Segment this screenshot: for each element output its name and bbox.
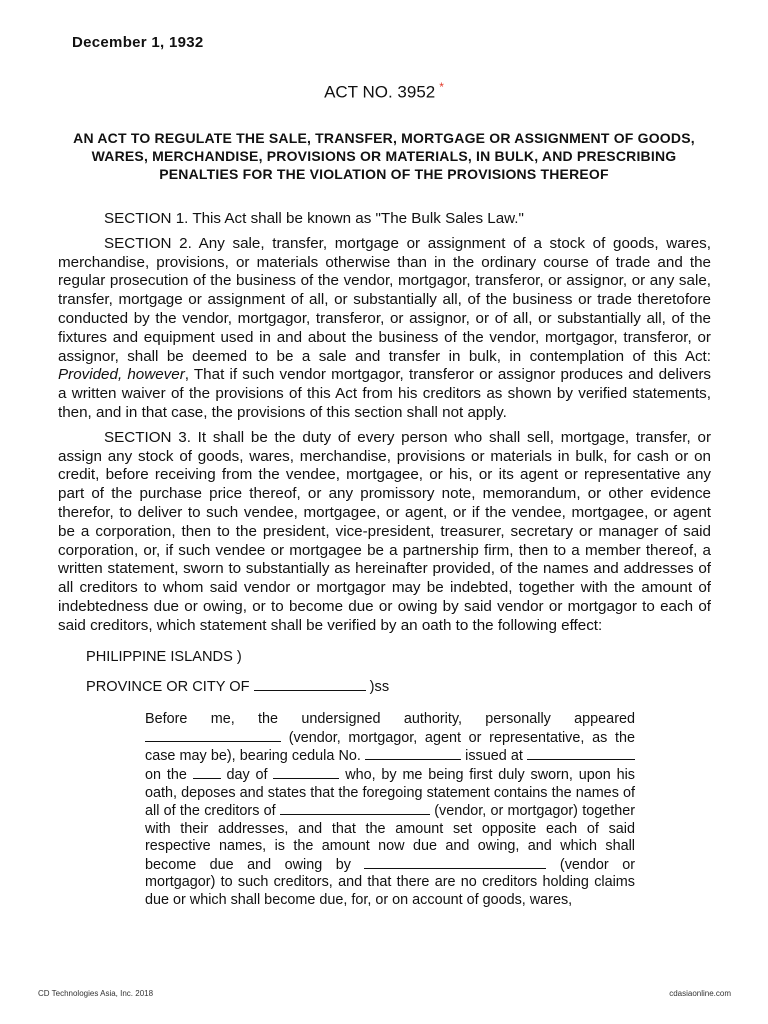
oath-part-3: issued at — [465, 748, 523, 765]
section-1: SECTION 1. This Act shall be known as "The Bulk Sales Law." — [104, 210, 524, 227]
oath-part-8: (vendor or mortgagor) to such creditors, and that there are no creditors holding claims due or which shall become due, for, or on account of goods, wares, — [145, 856, 635, 909]
oath-part-1: Before me, the undersigned authority, personally appeared — [145, 711, 635, 728]
form-islands-line: PHILIPPINE ISLANDS ) — [86, 648, 242, 665]
document-date: December 1, 1932 — [72, 34, 204, 51]
section-2-proviso: Provided, however — [58, 366, 185, 384]
issued-at-blank — [527, 747, 635, 760]
owing-by-blank — [364, 856, 546, 869]
cedula-blank — [365, 747, 461, 760]
section-3: SECTION 3. It shall be the duty of every person who shall sell, mortgage, transfer, or assign any stock of goods, wares, merchandise, provisions or materials in bulk, for cash or on credit, before receiving from the vendee, mortgagee, or his, or its agent or representative any part of the purchase price thereof, or any promissory note, memorandum, or other evidence therefor, to deliver to such vendee, mortgagee, or agent, or if the vendee, mortgagee, or agent be a corporation, then to the president, vice-president, treasurer, secretary or manager of said corporation, or, if such vendee or mortgagee be a partnership firm, then to a member thereof, a written statement, sworn to substantially as hereinafter provided, of the names and addresses of all creditors to whom said vendor or mortgagor may be indebted, together with the amount of indebtedness due or owing, or to become due or owing by said vendor or mortgagor to each of said creditors, which statement shall be verified by an oath to the following effect: — [58, 428, 711, 634]
act-number-heading — [0, 80, 768, 103]
document-body — [58, 210, 711, 910]
footnote-marker[interactable]: * — [439, 80, 444, 94]
province-blank — [254, 678, 366, 691]
oath-text — [145, 711, 635, 910]
footer-copyright: CD Technologies Asia, Inc. 2018 — [38, 989, 154, 998]
day-blank — [193, 766, 221, 779]
oath-part-2: (vendor, mortgagor, agent or representative, as the case may be), bearing cedula No. — [145, 729, 635, 765]
footer-site[interactable]: cdasiaonline.com — [669, 989, 731, 998]
name-blank — [145, 729, 281, 742]
oath-part-5: day of — [226, 766, 268, 783]
oath-part-6: who, by me being first duly sworn, upon his oath, deposes and states that the foregoing statement contains the names of all of the creditors of — [145, 766, 635, 820]
section-2-text-b: , That if such vendor mortgagor, transferor or assignor produces and delivers a written waiver of the provisions of this Act from his creditors as shown by verified statements, then, and in that case, the provisions of this section shall not apply. — [58, 366, 711, 421]
province-suffix: )ss — [369, 679, 390, 696]
form-province-line — [86, 678, 711, 697]
act-number: ACT NO. 3952 — [324, 82, 436, 102]
oath-part-4: on the — [145, 766, 187, 783]
section-2 — [58, 235, 711, 423]
vendor-name-blank — [280, 802, 430, 815]
section-2-text-a: SECTION 2. Any sale, transfer, mortgage or assignment of a stock of goods, wares, merchandise, provisions, or materials otherwise than in the ordinary course of trade and the regular prosecution of the business of the vendor, mortgagor, transferor, or assignor, or any sale, transfer, mortgage or assignment of all, or substantially all, of the business or trade theretofore conducted by the vendor, mortgagor, transferor, or assignor, or of all, or substantially all, of the fixtures and equipment used in and about the business of the vendor, mortgagor, transferor, or assignor, shall be deemed to be a sale and transfer in bulk, in contemplation of this Act: — [58, 234, 711, 365]
act-title: AN ACT TO REGULATE THE SALE, TRANSFER, MORTGAGE OR ASSIGNMENT OF GOODS, WARES, MERCHANDISE, PROVISIONS OR MATERIALS, IN BULK, AND PRESCRIBING PENALTIES FOR THE VIOLATION OF THE PROVISIONS THEREOF — [73, 130, 695, 182]
oath-part-7: (vendor, or mortgagor) together with their addresses, and that the amount set opposite each of said respective names, is the amount now due and owing, and which shall become due and owing by — [145, 803, 635, 873]
month-blank — [273, 766, 339, 779]
province-label: PROVINCE OR CITY OF — [86, 679, 250, 696]
